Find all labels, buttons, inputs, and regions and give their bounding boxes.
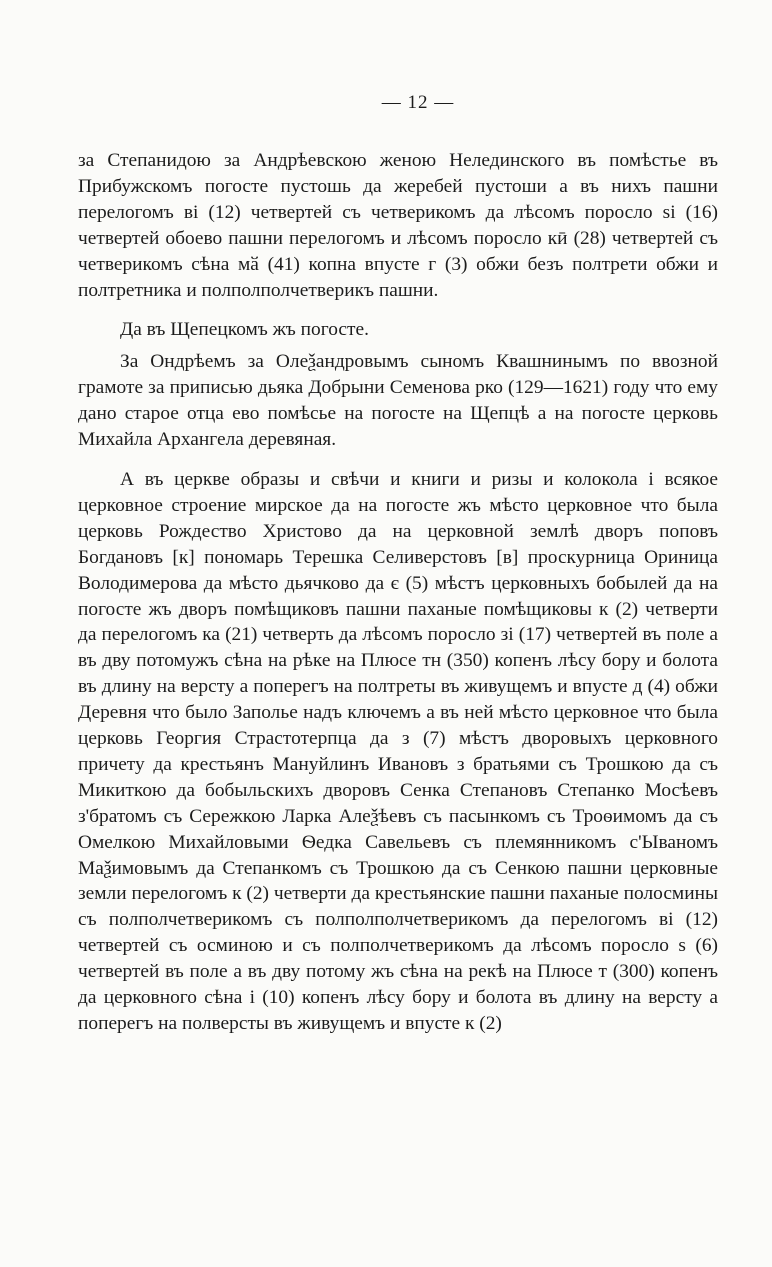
paragraph-2: Да въ Щепецкомъ жъ погосте.: [120, 319, 369, 341]
paragraph-4: А въ церкве образы и свѣчи и книги и ризы и колокола і всякое церковное строение мирское да на погосте жъ мѣсто церковное что была церковь Рождество Христово да на церковной землѣ дворъ поповъ Богдановъ [к] пономарь Терешка Селиверстовъ [в] проскурница Ориница Володимерова да мѣсто дьячково да є (5) мѣстъ церковныхъ бобылей да на погосте жъ дворъ помѣщиковъ пашни паханые помѣщиковы к (2) четверти да перелогомъ ка (21) четверть да лѣсомъ поросло зі (17) четвертей въ поле а въ дву потомужъ сѣна на рѣке на Плюсе тн (350) копенъ лѣсу бору и болота въ длину на версту а поперегъ на полтреты въ живущемъ и впусте д (4) обжи Деревня что было Заполье надъ ключемъ а въ ней мѣсто церковное что была церковь Георгия Страстотерпца да з (7) мѣстъ дворовыхъ церковного причету да крестьянъ Мануйлинъ Ивановъ з братьями съ Трошкою да съ Микиткою да бобыльскихъ дворовъ Сенка Степановъ Степанко Мосѣевъ з'братомъ съ Сережкою Ларка Алеѯѣевъ съ пасынкомъ съ Троѳимомъ да съ Омелкою Михайловыми Ѳедка Савельевъ съ племянникомъ с'Ываномъ Маѯимовымъ да Степанкомъ съ Трошкою да съ Сенкою пашни церковные земли перелогомъ к (2) четверти да крестьянские пашни паханые полосмины съ полполчетверикомъ съ полполполчетверикомъ да перелогомъ ві (12) четвертей съ осминою и съ полполчетверикомъ да лѣсомъ поросло s (6) четвертей въ поле а въ дву потому жъ сѣна на рекѣ на Плюсе т (300) копенъ да церковного сѣна і (10) копенъ лѣсу бору и болота въ длину на версту а поперегъ на полверсты въ живущемъ и впусте к (2): [78, 468, 718, 1034]
paragraph-1: за Степанидою за Андрѣевскою женою Нелединского въ помѣстье въ Прибужскомъ погосте пустошь да жеребей пустоши а въ нихъ пашни перелогомъ ві (12) четвертей съ четверикомъ да лѣсомъ поросло sі (16) четвертей обоево пашни перелогомъ и лѣсомъ поросло кӣ (28) четвертей съ четверикомъ сѣна мӑ (41) копна впусте г (3) обжи безъ полтрети обжи и полтретника и полполполчетверикъ пашни.: [78, 150, 718, 301]
body-text: [78, 148, 718, 1037]
page-number: — 12 —: [381, 92, 455, 113]
paragraph-3: За Ондрѣемъ за Олеѯандровымъ сыномъ Квашнинымъ по ввозной грамоте за приписью дьяка Добрыни Семенова рко (129—1621) году что ему дано старое отца ево помѣсье на погосте на Щепцѣ а на погосте церковь Михайла Архангела деревяная.: [78, 351, 718, 451]
